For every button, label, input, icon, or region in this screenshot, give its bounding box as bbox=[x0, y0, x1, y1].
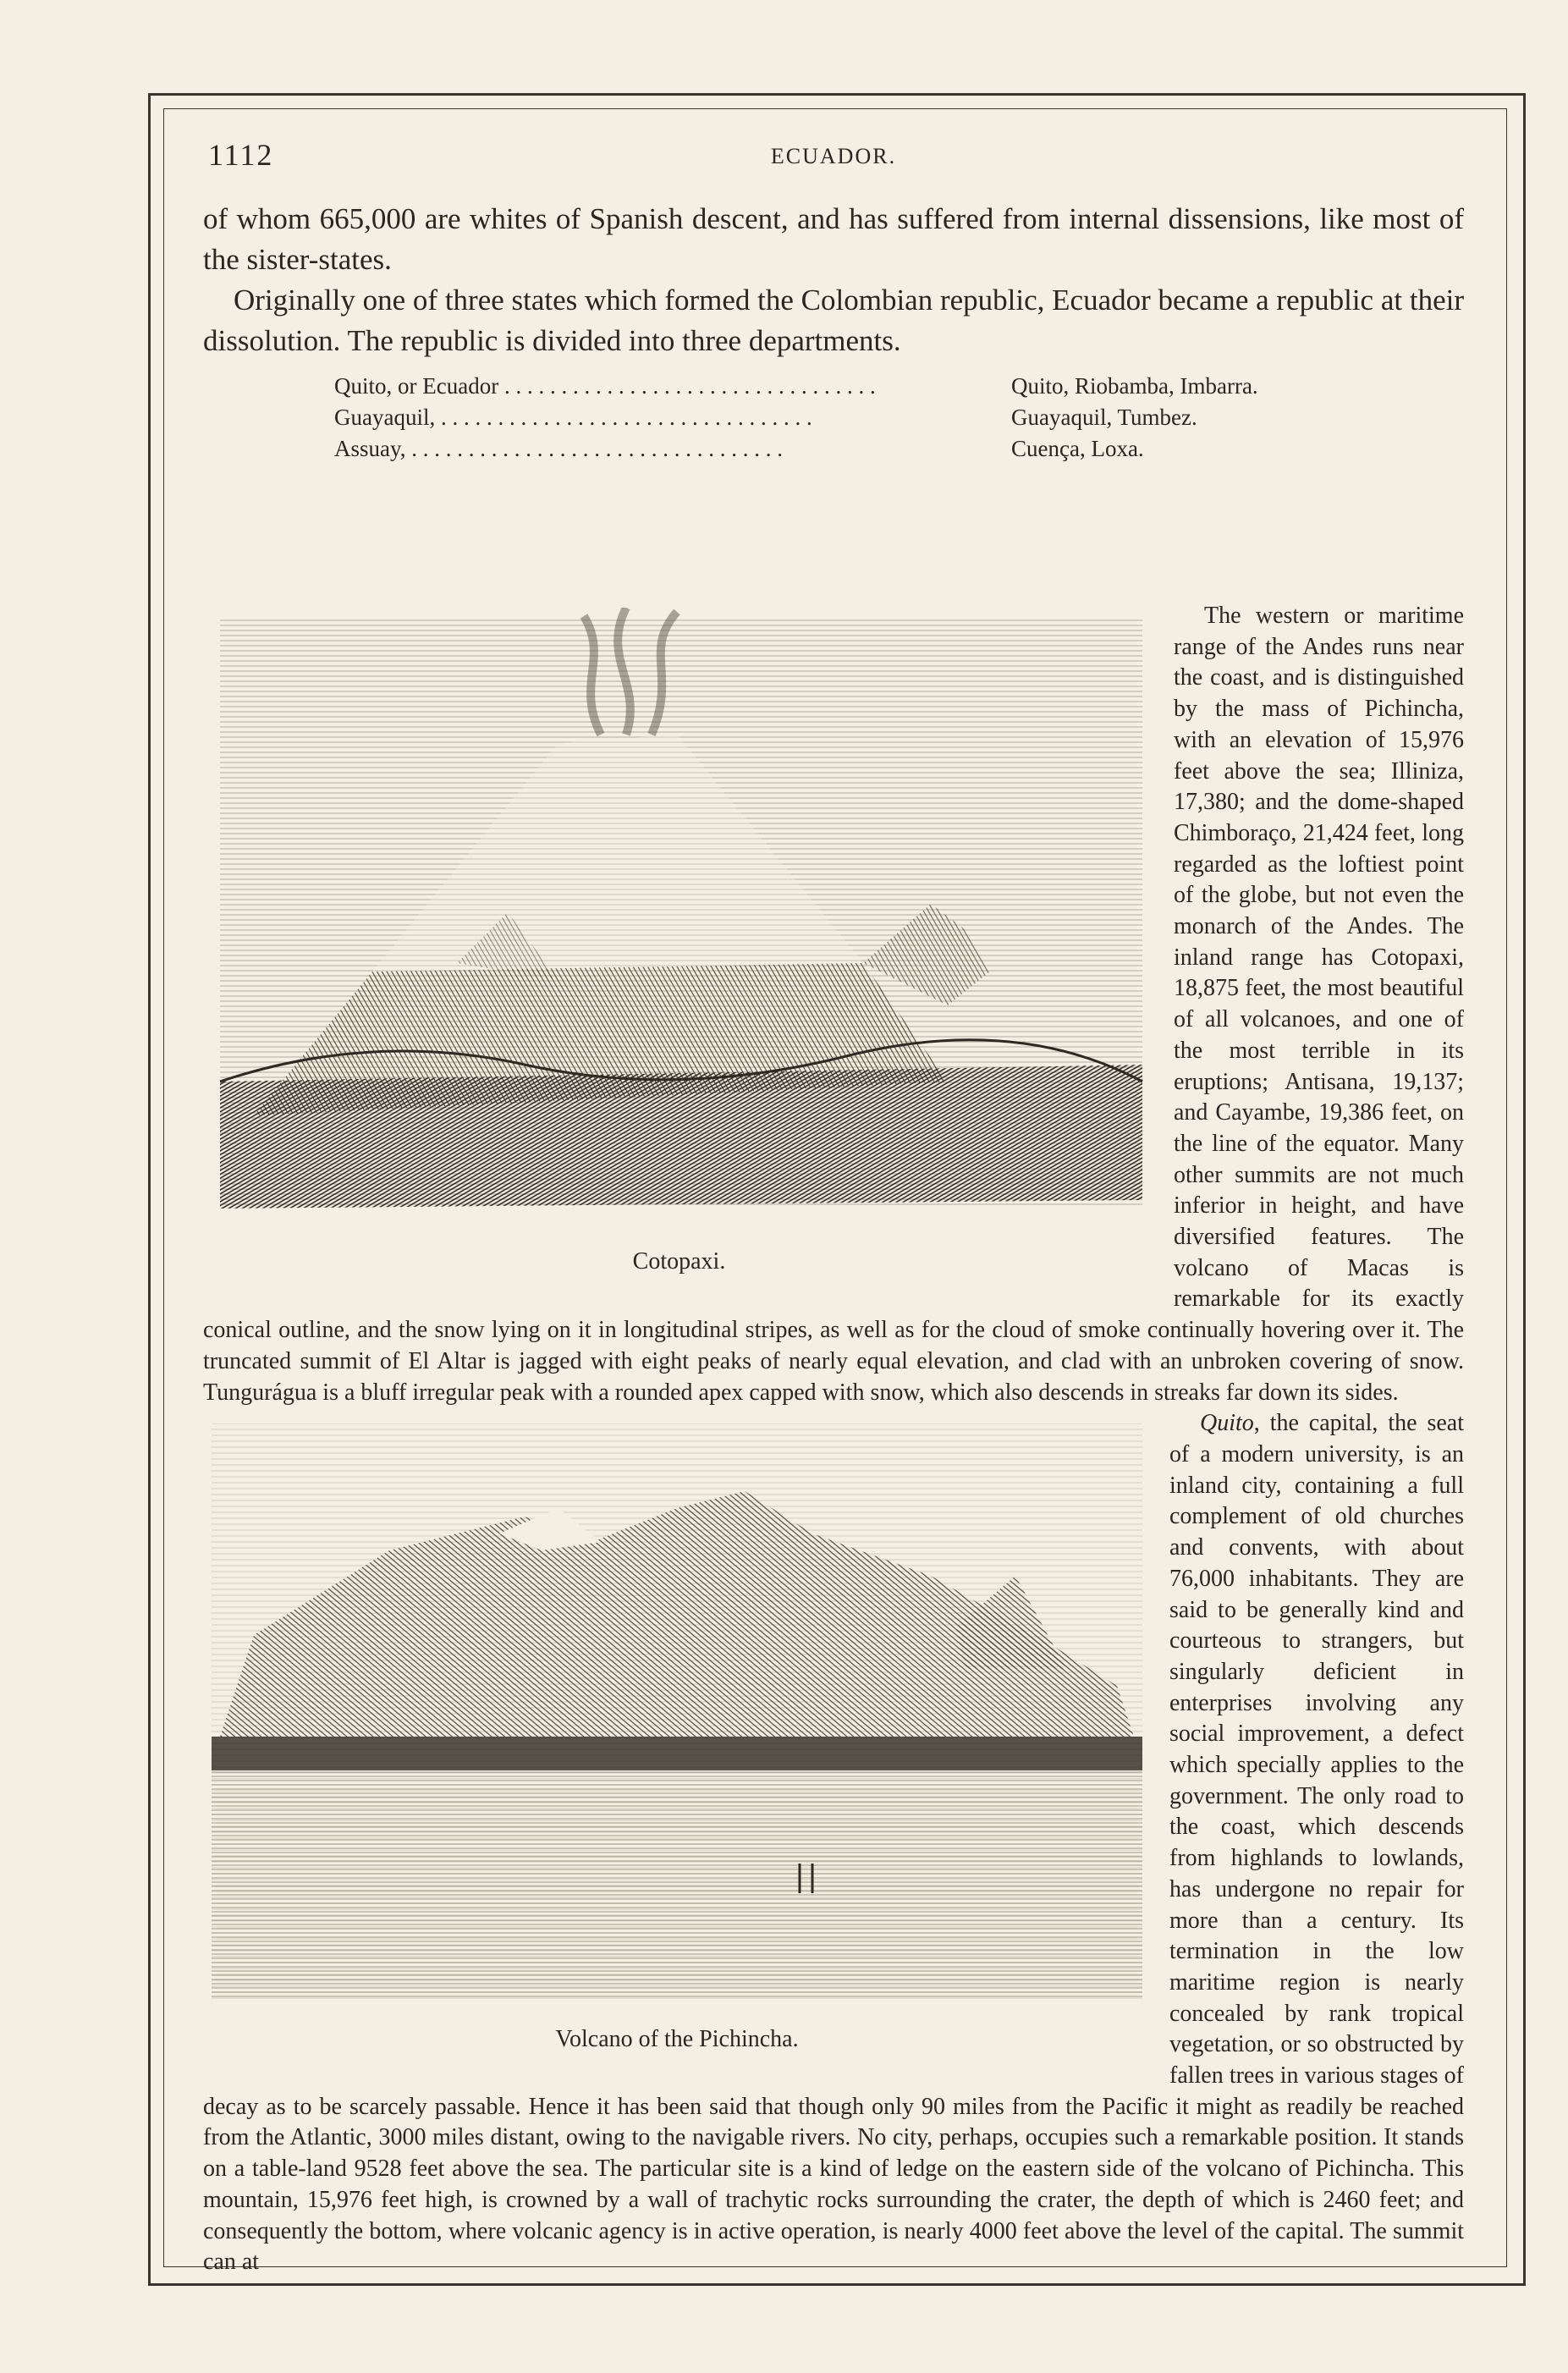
body-text bbox=[203, 601, 1464, 2278]
running-head bbox=[203, 137, 1464, 179]
figure-cotopaxi bbox=[203, 608, 1155, 1285]
pichincha-engraving bbox=[203, 1415, 1151, 2007]
department-towns: Guayaquil, Tumbez. bbox=[1011, 405, 1197, 430]
departments-table bbox=[334, 371, 1350, 465]
running-title: ECUADOR. bbox=[770, 144, 897, 168]
paragraph-3-text: The western or maritime range of the Andes runs near the coast, and is distinguished by the mass of Pichincha, with an elevation of 15,976 feet above the sea; Illiniza, 17,380; and the dome-shaped Chimboraço, 21,424 feet, long regarded as the loftiest point of the globe, but not even the monarch of the Andes. The inland range has Cotopaxi, 18,875 feet, the most beautiful of all volcanoes, and one of the most terrible in its eruptions; Antisana, 19,137; and Cayambe, 19,386 feet, on the line of the equator. Many other summits are not much inferior in height, and have diversified features. The volcano of Macas is remarkable for its exactly conical outline, and the snow lying on it in longitudinal stripes, as well as for the cloud of smoke continually hovering over it. The truncated summit of El Altar is jagged with eight peaks of nearly equal elevation, and clad with an unbroken covering of snow. Tungurágua is a bluff irregular peak with a rounded apex capped with snow, which also descends in streaks far down its sides. bbox=[203, 603, 1464, 1406]
quito-italic: Quito bbox=[1200, 1410, 1254, 1437]
department-row bbox=[334, 371, 1350, 402]
figure-pichincha bbox=[203, 1415, 1151, 2071]
department-name: Quito, or Ecuador . . . bbox=[334, 371, 1011, 402]
paragraph-1: of whom 665,000 are whites of Spanish descent, and has suffered from internal dissensions, like most of the sister-states. bbox=[203, 202, 1464, 276]
paragraph-4-text: , the capital, the seat of a modern university, is an inland city, containing a full complement of old churches and convents, with about 76,000 inhabitants. They are said to be generally kind and courteous to strangers, but singularly deficient in enterprises involving any social improvement, a defect which specially applies to the government. The only road to the coast, which descends from highlands to lowlands, has undergone no repair for more than a century. Its termination in the low maritime region is nearly concealed by rank tropical vegetation, or so obstructed by fallen trees in various stages of decay as to be scarcely passable. Hence it has been said that though only 90 miles from the Pacific it might as readily be reached from the Atlantic, 3000 miles distant, owing to the navigable rivers. No city, perhaps, occupies such a remarkable position. It stands on a table-land 9528 feet above the sea. The particular site is a kind of ledge on the eastern side of the volcano of Pichincha. This mountain, 15,976 feet high, is crowned by a wall of trachytic rocks surrounding the crater, the depth of which is 2460 feet; and consequently the bottom, where volcanic agency is in active operation, is nearly 4000 feet above the level of the capital. The summit can at bbox=[203, 1410, 1464, 2276]
department-row bbox=[334, 402, 1350, 433]
department-towns: Quito, Riobamba, Imbarra. bbox=[1011, 373, 1258, 399]
department-name: Assuay, . . . bbox=[334, 433, 1011, 465]
paragraph-2: Originally one of three states which formed the Colombian republic, Ecuador became a republic at their dissolution. The republic is divided into three departments. bbox=[203, 284, 1464, 357]
figure-caption-cotopaxi: Cotopaxi. bbox=[632, 1248, 726, 1275]
figure-caption-pichincha: Volcano of the Pichincha. bbox=[555, 2026, 799, 2053]
cotopaxi-engraving bbox=[203, 608, 1155, 1217]
department-name: Guayaquil, . . . bbox=[334, 402, 1011, 433]
book-page bbox=[203, 127, 1464, 2276]
page-number: 1112 bbox=[208, 138, 274, 172]
department-towns: Cuença, Loxa. bbox=[1011, 436, 1144, 461]
lead-text bbox=[203, 199, 1464, 361]
department-row bbox=[334, 433, 1350, 465]
